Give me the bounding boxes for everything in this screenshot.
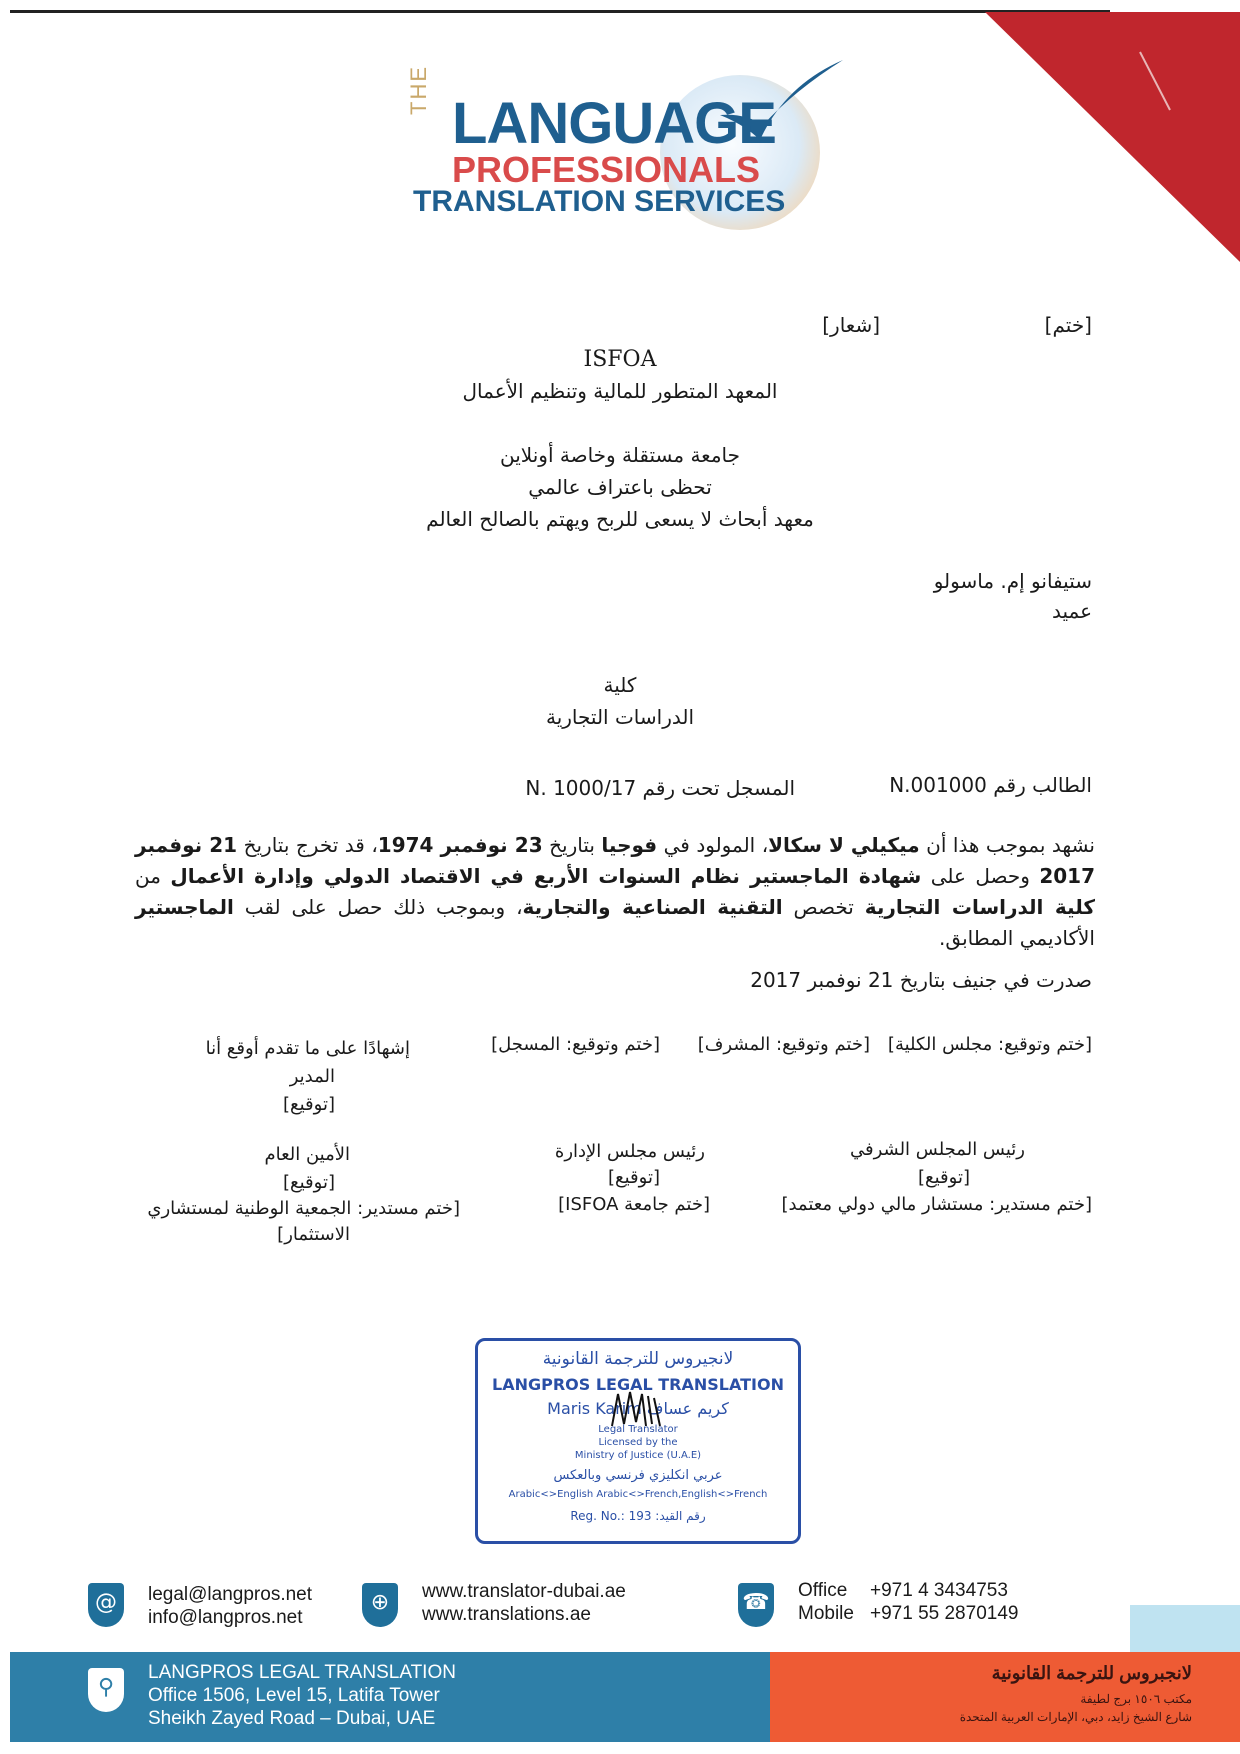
birth-city: فوجيا [601, 833, 658, 857]
top-rule [10, 10, 1110, 13]
phone-icon: ☎ [738, 1583, 774, 1627]
institute-name: المعهد المتطور للمالية وتنظيم الأعمال [462, 379, 778, 403]
stamp-line: Licensed by the [598, 1437, 678, 1448]
stamp-company: LANGPROS LEGAL TRANSLATION [492, 1375, 784, 1394]
faculty-line-2: الدراسات التجارية [545, 705, 695, 729]
footer-company-arabic: لانجبروس للترجمة القانونية [991, 1663, 1192, 1683]
board-chair-title: رئيس مجلس الإدارة [554, 1141, 705, 1162]
witness-line-3: [توقيع] [283, 1094, 335, 1115]
logo-translation-services: TRANSLATION SERVICES [413, 185, 786, 218]
specialization: التقنية الصناعية والتجارية [522, 895, 783, 919]
stamp-line: Ministry of Justice (U.A.E) [574, 1450, 702, 1461]
board-chair-signature: [توقيع] [608, 1167, 660, 1188]
honorary-chair-seal: [ختم مستدير: مستشار مالي دولي معتمد] [781, 1194, 1092, 1215]
footer-address-line-1: Office 1506, Level 15, Latifa Tower [148, 1685, 440, 1706]
secretary-general-title: الأمين العام [264, 1144, 350, 1165]
website-secondary[interactable]: www.translations.ae [422, 1604, 591, 1625]
honorary-chair-signature: [توقيع] [918, 1167, 970, 1188]
translator-signature [608, 1386, 668, 1434]
website-primary[interactable]: www.translator-dubai.ae [422, 1581, 626, 1602]
office-label: Office [798, 1580, 848, 1601]
email-secondary[interactable]: info@langpros.net [148, 1607, 303, 1628]
footer-company-name: LANGPROS LEGAL TRANSLATION [148, 1662, 456, 1683]
witness-line-2: المدير [289, 1066, 335, 1087]
dean-name: ستيفانو إم. ماسولو [933, 569, 1092, 593]
degree-name: شهادة الماجستير نظام السنوات الأربع في الاقتصاد الدولي وإدارة الأعمال [170, 864, 922, 888]
translator-stamp [475, 1338, 801, 1544]
mobile-label: Mobile [798, 1603, 854, 1624]
secretary-general-seal-line-2: الاستثمار] [277, 1224, 350, 1245]
logo-tag: [شعار] [822, 313, 880, 337]
birth-date: 23 نوفمبر 1974 [377, 833, 543, 857]
graduate-name: ميكيلي لا سكالا [768, 833, 920, 857]
office-number[interactable]: +971 4 3434753 [870, 1580, 1008, 1601]
body-text: من [135, 864, 171, 888]
certificate-body [135, 830, 1095, 954]
footer-address-arabic-2: شارع الشيخ زايد، دبي، الإمارات العربية المتحدة [959, 1710, 1192, 1724]
secretary-general-signature: [توقيع] [283, 1172, 335, 1193]
faculty-name: كلية الدراسات التجارية [864, 895, 1095, 919]
logo-the: THE [406, 65, 431, 115]
faculty-line-1: كلية [603, 673, 637, 697]
location-pin-icon: ⚲ [88, 1668, 124, 1712]
registration-number: المسجل تحت رقم N. 1000/17 [525, 776, 795, 800]
body-text: بتاريخ [542, 833, 602, 857]
stamp-arabic-name: لانجيروس للترجمة القانونية [542, 1349, 734, 1369]
university-line-1: جامعة مستقلة وخاصة أونلاين [500, 443, 740, 467]
company-logo [406, 55, 830, 225]
footer-address-line-2: Sheikh Zayed Road – Dubai, UAE [148, 1708, 436, 1729]
graduation-date: 21 نوفمبر 2017 [135, 833, 1095, 888]
dean-title: عميد [1051, 599, 1092, 623]
registrar-signature: [ختم وتوقيع: المسجل] [491, 1034, 660, 1055]
body-text: ، قد تخرج بتاريخ [237, 833, 378, 857]
stamp-languages-english: Arabic<>English Arabic<>French,English<>French [508, 1489, 768, 1500]
footer-address-arabic-1: مكتب ١٥٠٦ برج لطيفة [1080, 1692, 1192, 1706]
logo-language: LANGUAGE [452, 91, 776, 156]
institute-code: ISFOA [583, 347, 657, 372]
issue-date: صدرت في جنيف بتاريخ 21 نوفمبر 2017 [750, 968, 1092, 992]
university-line-3: معهد أبحاث لا يسعى للربح ويهتم بالصالح العالم [426, 507, 814, 531]
logo-professionals: PROFESSIONALS [452, 149, 761, 190]
corner-ribbon [985, 12, 1240, 262]
secretary-general-seal-line-1: [ختم مستدير: الجمعية الوطنية لمستشاري [147, 1198, 460, 1219]
body-text: ، وبموجب ذلك حصل على لقب [233, 895, 523, 919]
globe-icon: ⊕ [362, 1583, 398, 1627]
stamp-languages-arabic: عربي انكليزي فرنسي وبالعكس [553, 1468, 723, 1483]
board-chair-seal: [ختم جامعة ISFOA] [558, 1194, 710, 1215]
faculty-council-signature: [ختم وتوقيع: مجلس الكلية] [887, 1034, 1092, 1055]
witness-line-1: إشهادًا على ما تقدم أوقع أنا [205, 1038, 410, 1059]
email-primary[interactable]: legal@langpros.net [148, 1584, 313, 1605]
body-text: ، المولود في [657, 833, 769, 857]
stamp-line: Legal Translator [598, 1424, 678, 1435]
mobile-number[interactable]: +971 55 2870149 [870, 1603, 1019, 1624]
body-text: الأكاديمي المطابق. [939, 926, 1095, 950]
body-text: نشهد بموجب هذا أن [919, 833, 1095, 857]
stamp-registration: Reg. No.: 193 :رقم القيد [570, 1509, 706, 1523]
honorary-chair-title: رئيس المجلس الشرفي [849, 1139, 1025, 1160]
body-text: وحصل على [921, 864, 1040, 888]
body-text: تخصص [782, 895, 865, 919]
university-line-2: تحظى باعتراف عالمي [528, 475, 712, 499]
supervisor-signature: [ختم وتوقيع: المشرف] [697, 1034, 870, 1055]
student-number: الطالب رقم N.001000 [889, 773, 1092, 797]
stamp-translator-name: Maris Karim كريم عساف [547, 1399, 729, 1418]
footer-accent [1130, 1605, 1240, 1652]
seal-tag: [ختم] [1044, 313, 1092, 337]
academic-title: الماجستير [135, 895, 234, 919]
email-icon: @ [88, 1583, 124, 1627]
